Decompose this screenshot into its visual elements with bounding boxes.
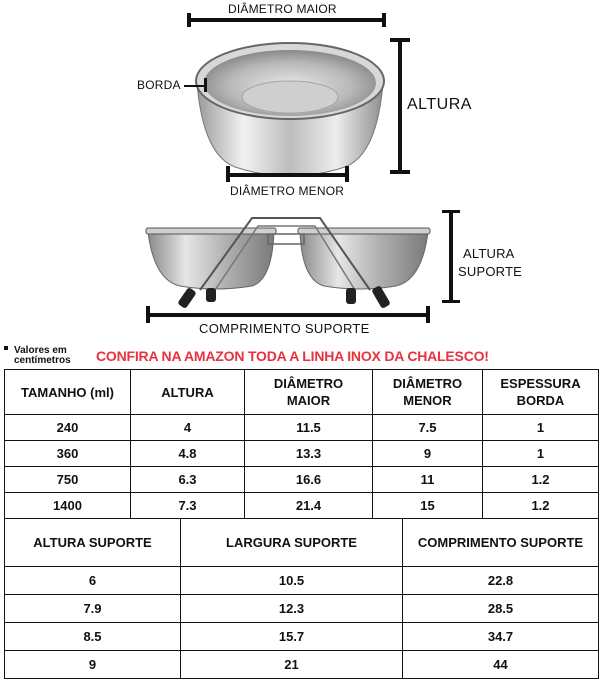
altura-label: ALTURA bbox=[407, 96, 472, 113]
diametro-maior-tick-left bbox=[187, 13, 191, 27]
table-row bbox=[5, 415, 599, 441]
cell: 1.2 bbox=[483, 493, 599, 519]
cell: 15 bbox=[373, 493, 483, 519]
cell: 16.6 bbox=[245, 467, 373, 493]
cell: 21.4 bbox=[245, 493, 373, 519]
cell: 44 bbox=[403, 651, 599, 679]
altura-suporte-line bbox=[449, 212, 453, 302]
table-header-row bbox=[5, 519, 599, 567]
comprimento-suporte-label: COMPRIMENTO SUPORTE bbox=[199, 321, 370, 336]
cell: 21 bbox=[181, 651, 403, 679]
diametro-maior-label: DIÂMETRO MAIOR bbox=[228, 2, 337, 16]
cell: 1400 bbox=[5, 493, 131, 519]
cell: 7.9 bbox=[5, 595, 181, 623]
header-altura-suporte: ALTURA SUPORTE bbox=[5, 519, 181, 567]
cell: 15.7 bbox=[181, 623, 403, 651]
cell: 1.2 bbox=[483, 467, 599, 493]
double-bowl-stand-image bbox=[140, 210, 435, 310]
table-row bbox=[5, 623, 599, 651]
table-row bbox=[5, 651, 599, 679]
bowl-sizes-table bbox=[4, 369, 599, 519]
table-header-row bbox=[5, 370, 599, 415]
steel-bowl-image bbox=[185, 35, 395, 185]
altura-tick-bottom bbox=[390, 170, 410, 174]
header-comprimento-suporte: COMPRIMENTO SUPORTE bbox=[403, 519, 599, 567]
cell: 240 bbox=[5, 415, 131, 441]
comprimento-suporte-tick-left bbox=[146, 306, 150, 323]
diametro-menor-tick-right bbox=[345, 166, 349, 182]
altura-tick-top bbox=[390, 38, 410, 42]
cell: 8.5 bbox=[5, 623, 181, 651]
cell: 1 bbox=[483, 415, 599, 441]
cell: 10.5 bbox=[181, 567, 403, 595]
comprimento-suporte-tick-right bbox=[426, 306, 430, 323]
altura-suporte-tick-top bbox=[442, 210, 460, 213]
bullet-icon bbox=[4, 346, 8, 350]
altura-suporte-tick-bottom bbox=[442, 300, 460, 303]
stand-diagram bbox=[0, 200, 600, 340]
altura-suporte-label-1: ALTURA bbox=[463, 246, 515, 261]
header-largura-suporte: LARGURA SUPORTE bbox=[181, 519, 403, 567]
units-note-line2: centímetros bbox=[14, 355, 71, 366]
table-row bbox=[5, 567, 599, 595]
cell: 22.8 bbox=[403, 567, 599, 595]
cell: 4.8 bbox=[131, 441, 245, 467]
bowl-diagram bbox=[0, 0, 600, 200]
table-row bbox=[5, 595, 599, 623]
header-diametro-menor: DIÂMETRO MENOR bbox=[373, 370, 483, 415]
units-note-line1: Valores em bbox=[14, 345, 67, 356]
header-diametro-maior: DIÂMETRO MAIOR bbox=[245, 370, 373, 415]
cell: 4 bbox=[131, 415, 245, 441]
cell: 6 bbox=[5, 567, 181, 595]
cell: 7.5 bbox=[373, 415, 483, 441]
stand-sizes-table bbox=[4, 518, 599, 679]
table-row bbox=[5, 467, 599, 493]
cell: 360 bbox=[5, 441, 131, 467]
cell: 11.5 bbox=[245, 415, 373, 441]
diametro-maior-line bbox=[190, 18, 385, 22]
cell: 34.7 bbox=[403, 623, 599, 651]
altura-line bbox=[398, 40, 402, 172]
cell: 1 bbox=[483, 441, 599, 467]
amazon-promo-text: CONFIRA NA AMAZON TODA A LINHA INOX DA CHALESCO! bbox=[96, 348, 489, 364]
header-tamanho: TAMANHO (ml) bbox=[5, 370, 131, 415]
cell: 6.3 bbox=[131, 467, 245, 493]
comprimento-suporte-line bbox=[148, 313, 428, 317]
cell: 750 bbox=[5, 467, 131, 493]
table-row bbox=[5, 441, 599, 467]
cell: 9 bbox=[5, 651, 181, 679]
cell: 13.3 bbox=[245, 441, 373, 467]
diametro-menor-tick-left bbox=[226, 166, 230, 182]
borda-pointer bbox=[184, 85, 206, 87]
diametro-menor-label: DIÂMETRO MENOR bbox=[230, 184, 345, 198]
cell: 28.5 bbox=[403, 595, 599, 623]
header-altura: ALTURA bbox=[131, 370, 245, 415]
units-note bbox=[4, 346, 71, 366]
header-espessura-borda: ESPESSURA BORDA bbox=[483, 370, 599, 415]
altura-suporte-label-2: SUPORTE bbox=[458, 264, 523, 279]
borda-tick bbox=[204, 78, 207, 92]
cell: 11 bbox=[373, 467, 483, 493]
diametro-menor-line bbox=[228, 173, 348, 177]
borda-label: BORDA bbox=[137, 78, 181, 92]
diametro-maior-tick-right bbox=[382, 13, 386, 27]
cell: 9 bbox=[373, 441, 483, 467]
table-row bbox=[5, 493, 599, 519]
cell: 7.3 bbox=[131, 493, 245, 519]
cell: 12.3 bbox=[181, 595, 403, 623]
